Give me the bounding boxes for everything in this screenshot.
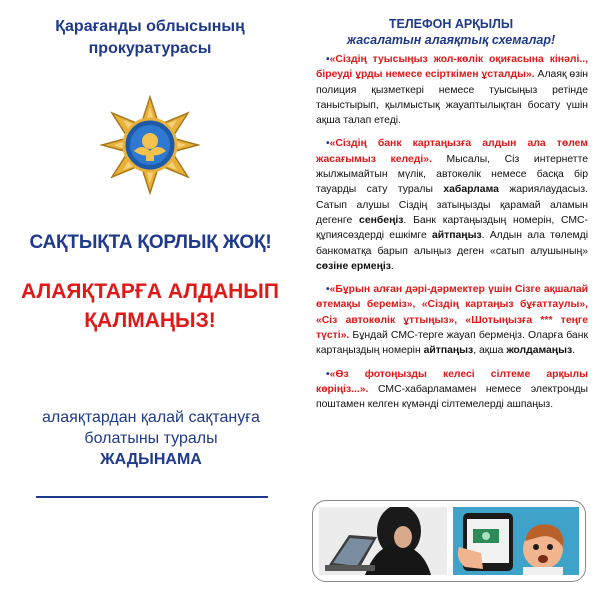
list-item: •«Бұрын алған дәрі-дәрмектер үшін Сізге ақшалай өтемақы береміз», «Сіздің картаңыз бұғаттаулы», «Сіз автокөлік ұттыңыз», «Шотыңызға *** теңге түсті». Бұндай СМС-терге жауап бермеңіз. Оларға банк картаңыздың номерін айтпаңыз, ақша жолдамаңыз. [316, 284, 588, 357]
bullet-icon: • [326, 54, 330, 65]
slogan-warning: АЛАЯҚТАРҒА АЛДАНЫП ҚАЛМАҢЫЗ! [21, 280, 279, 332]
illustrations-box [312, 500, 586, 582]
prosecutor-emblem-icon [100, 95, 200, 195]
list-item: •«Сіздің туысыңыз жол-көлік оқиғасына кінәлі.., біреуді ұрды немесе есірткімен ұсталды». Алаяқ өзін полиция қызметкері немесе туысыңыз ретінде таныстырып, қылмыстық жауаптылықтан босату үшін ақша талап етеді. [316, 54, 589, 127]
list-item: •«Сіздің банк картаңызға алдын ала төлем жасағымыз келеді». Мысалы, Сіз интернетте жылжымайтын мүлік, автокөлік немесе басқа бір тауарды сату туралы хабарлама жариялаудасыз. Сатып алушы Сіздің затыңызды қарамай аламын дегенге сенбеңіз. Банк картаңыздың номерін, СМС-құпиясөздерді ешкімге айтпаңыз. Алдын ала төлемді банкоматқа барып алыңыз деген «сатып алушының» сөзіне ермеңіз. [316, 138, 588, 272]
schemes-title: ТЕЛЕФОН АРҚЫЛЫ жасалатын алаяқтық схемалар! [346, 17, 556, 47]
divider-line [36, 496, 268, 498]
schemes-list [316, 52, 588, 421]
slogan-caution: САҚТЫҚТА ҚОРЛЫҚ ЖОҚ! [29, 232, 272, 253]
organization-title: Қарағанды облысының прокуратурасы [55, 18, 245, 57]
scam-phone-illustration-icon [453, 507, 579, 575]
right-panel [302, 0, 600, 600]
memo-title: алаяқтардан қалай сақтануға болатыны туралы ЖАДЫНАМА [42, 409, 260, 468]
woman-laptop-photo-icon [319, 507, 447, 575]
bullet-icon: • [326, 284, 330, 296]
list-item: •«Өз фотоңызды келесі сілтеме арқылы көріңіз...». СМС-хабарламамен немесе электронды поштамен келген күмәнді сілтемелерді ашпаңыз. [316, 368, 588, 411]
bullet-icon: • [326, 368, 330, 380]
bullet-icon: • [326, 138, 330, 150]
